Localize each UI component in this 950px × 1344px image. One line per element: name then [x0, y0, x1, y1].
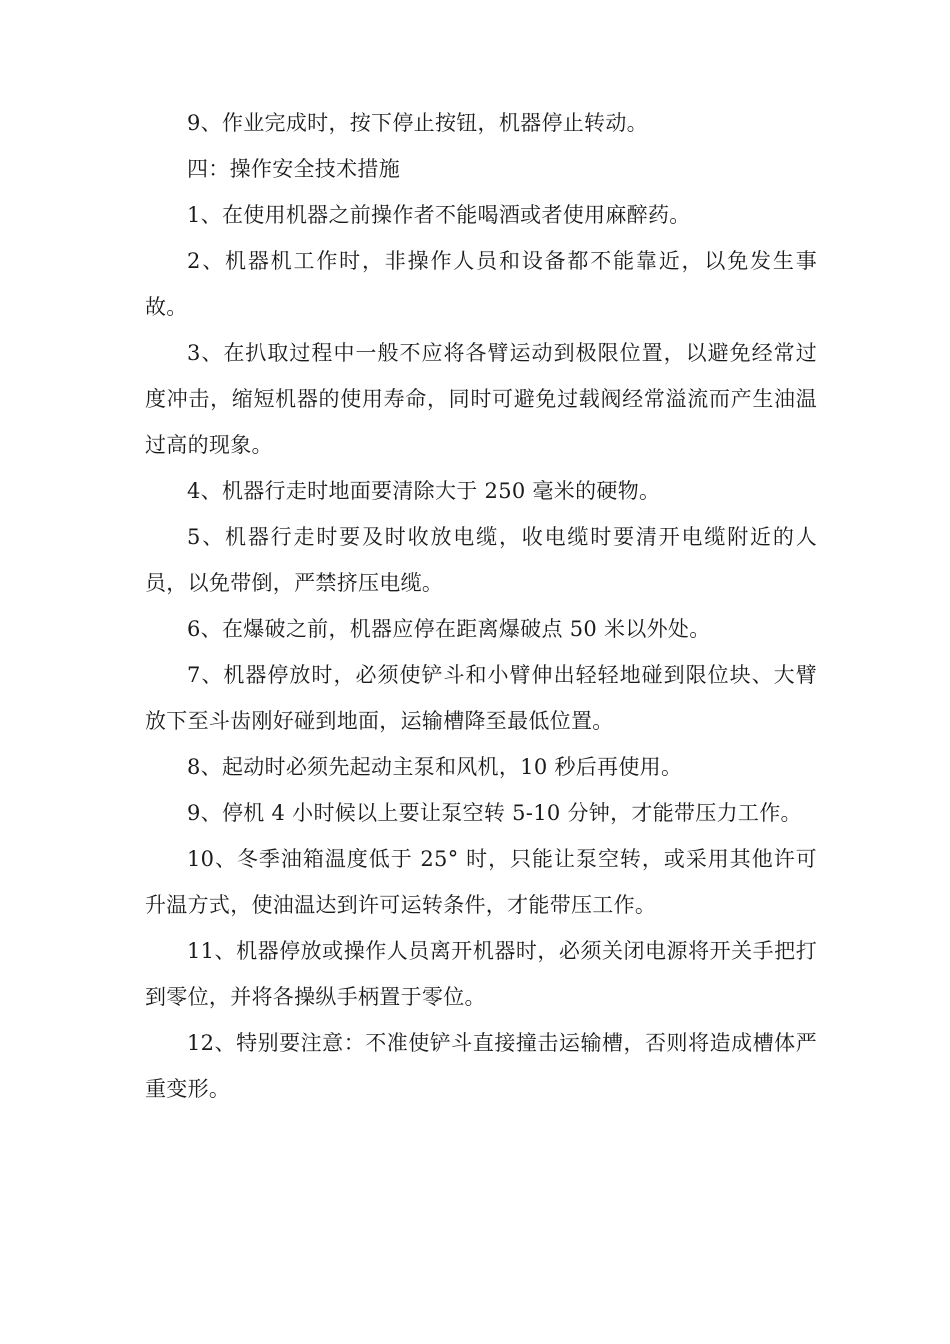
paragraph-safety-12: 12、特别要注意：不准使铲斗直接撞击运输槽，否则将造成槽体严重变形。 [145, 1031, 817, 1101]
paragraph-safety-8: 8、起动时必须先起动主泵和风机，10 秒后再使用。 [187, 755, 683, 779]
paragraph-safety-3: 3、在扒取过程中一般不应将各臂运动到极限位置，以避免经常过度冲击，缩短机器的使用寿命，同时可避免过载阀经常溢流而产生油温过高的现象。 [145, 341, 817, 457]
paragraph-safety-5: 5、机器行走时要及时收放电缆，收电缆时要清开电缆附近的人员，以免带倒，严禁挤压电缆。 [145, 525, 817, 595]
section-heading-safety-measures: 四：操作安全技术措施 [187, 157, 400, 181]
paragraph-safety-2: 2、机器机工作时，非操作人员和设备都不能靠近，以免发生事故。 [145, 249, 817, 319]
paragraph-safety-6: 6、在爆破之前，机器应停在距离爆破点 50 米以外处。 [187, 617, 711, 641]
paragraph-safety-1: 1、在使用机器之前操作者不能喝酒或者使用麻醉药。 [187, 203, 691, 227]
paragraph-safety-11: 11、机器停放或操作人员离开机器时，必须关闭电源将开关手把打到零位，并将各操纵手柄置于零位。 [145, 939, 817, 1009]
paragraph-safety-9: 9、停机 4 小时候以上要让泵空转 5-10 分钟，才能带压力工作。 [187, 801, 802, 825]
document-body [145, 100, 817, 1112]
paragraph-safety-7: 7、机器停放时，必须使铲斗和小臂伸出轻轻地碰到限位块、大臂放下至斗齿刚好碰到地面，运输槽降至最低位置。 [145, 663, 817, 733]
paragraph-step-9: 9、作业完成时，按下停止按钮，机器停止转动。 [187, 111, 648, 135]
paragraph-safety-10: 10、冬季油箱温度低于 25° 时，只能让泵空转，或采用其他许可升温方式，使油温达到许可运转条件，才能带压工作。 [145, 847, 817, 917]
paragraph-safety-4: 4、机器行走时地面要清除大于 250 毫米的硬物。 [187, 479, 661, 503]
